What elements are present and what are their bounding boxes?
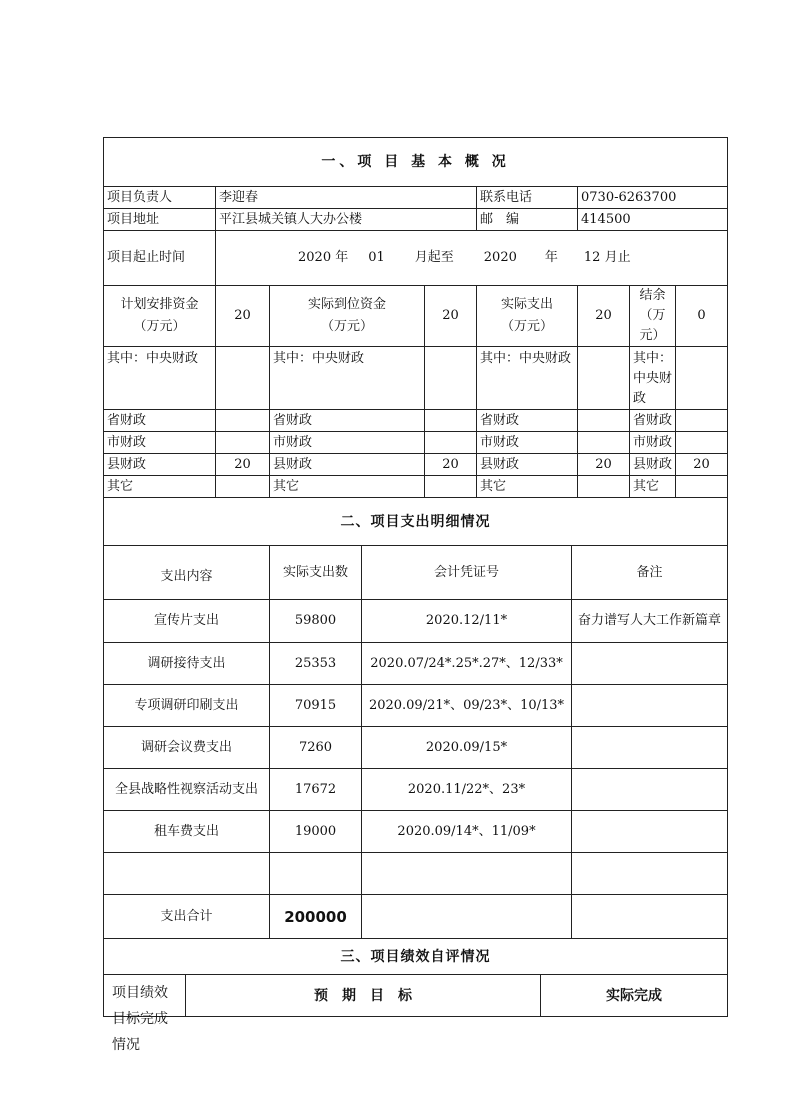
expense-amount: 17672 bbox=[270, 769, 362, 811]
fund-header-spent-line2: （万元） bbox=[500, 319, 553, 334]
evaluation-form bbox=[103, 137, 727, 1053]
county-finance-label-3: 县财政 bbox=[477, 454, 578, 476]
fund-header-received bbox=[270, 286, 425, 347]
period-start-month: 01 bbox=[368, 250, 385, 265]
expense-total-label: 支出合计 bbox=[104, 895, 270, 939]
address-label: 项目地址 bbox=[104, 209, 216, 231]
fund-header-planned-line1: 计划安排资金 bbox=[120, 297, 199, 312]
expense-total-note bbox=[572, 895, 728, 939]
table-row bbox=[104, 685, 728, 727]
other-finance-label-2: 其它 bbox=[270, 476, 425, 498]
expense-amount: 7260 bbox=[270, 727, 362, 769]
expense-amount: 25353 bbox=[270, 643, 362, 685]
fund-received-value: 20 bbox=[425, 286, 477, 347]
county-value-4: 20 bbox=[676, 454, 728, 476]
city-finance-label-3: 市财政 bbox=[477, 432, 578, 454]
table-row bbox=[104, 727, 728, 769]
expense-header-voucher: 会计凭证号 bbox=[362, 546, 572, 600]
table-row bbox=[104, 769, 728, 811]
expense-header-content: 支出内容 bbox=[104, 546, 270, 600]
county-finance-label-1: 县财政 bbox=[104, 454, 216, 476]
basic-info-table bbox=[103, 137, 728, 546]
central-finance-value-4 bbox=[676, 347, 728, 410]
other-finance-label-3: 其它 bbox=[477, 476, 578, 498]
empty-cell bbox=[572, 853, 728, 895]
expense-content: 全县战略性视察活动支出 bbox=[104, 769, 270, 811]
expense-note bbox=[572, 685, 728, 727]
phone-value: 0730-6263700 bbox=[578, 187, 728, 209]
fund-planned-value: 20 bbox=[216, 286, 270, 347]
expense-voucher: 2020.09/14*、11/09* bbox=[362, 811, 572, 853]
expense-amount: 70915 bbox=[270, 685, 362, 727]
county-finance-label-4: 县财政 bbox=[630, 454, 676, 476]
expense-note bbox=[572, 811, 728, 853]
expense-content: 专项调研印刷支出 bbox=[104, 685, 270, 727]
expense-voucher: 2020.09/21*、09/23*、10/13* bbox=[362, 685, 572, 727]
county-value-2: 20 bbox=[425, 454, 477, 476]
table-row bbox=[104, 811, 728, 853]
expense-note: 奋力谱写人大工作新篇章 bbox=[572, 600, 728, 643]
other-value-3 bbox=[578, 476, 630, 498]
city-value-3 bbox=[578, 432, 630, 454]
expense-note bbox=[572, 727, 728, 769]
expense-voucher: 2020.07/24*.25*.27*、12/33* bbox=[362, 643, 572, 685]
expense-amount: 59800 bbox=[270, 600, 362, 643]
performance-label: 项目绩效目标完成情况 bbox=[112, 985, 168, 1053]
empty-cell bbox=[270, 853, 362, 895]
leader-label: 项目负责人 bbox=[104, 187, 216, 209]
period-end-year-unit: 年 bbox=[544, 250, 558, 265]
expense-header-note: 备注 bbox=[572, 546, 728, 600]
period-end: 12 月止 bbox=[583, 250, 631, 265]
province-value-4 bbox=[676, 410, 728, 432]
section-1-title: 一、项 目 基 本 概 况 bbox=[104, 138, 728, 187]
expense-content: 调研会议费支出 bbox=[104, 727, 270, 769]
province-finance-label-4: 省财政 bbox=[630, 410, 676, 432]
expense-content: 宣传片支出 bbox=[104, 600, 270, 643]
expense-detail-table bbox=[103, 545, 728, 975]
other-value-2 bbox=[425, 476, 477, 498]
expense-amount: 19000 bbox=[270, 811, 362, 853]
fund-header-planned-line2: （万元） bbox=[133, 319, 186, 334]
address-value: 平江县城关镇人大办公楼 bbox=[216, 209, 477, 231]
phone-label: 联系电话 bbox=[477, 187, 578, 209]
fund-header-received-line1: 实际到位资金 bbox=[307, 297, 386, 312]
expense-content: 调研接待支出 bbox=[104, 643, 270, 685]
period-start-suffix: 月起至 bbox=[414, 250, 454, 265]
expense-voucher: 2020.12/11* bbox=[362, 600, 572, 643]
postcode-label: 邮 编 bbox=[477, 209, 578, 231]
expense-voucher: 2020.09/15* bbox=[362, 727, 572, 769]
other-value-1 bbox=[216, 476, 270, 498]
county-value-1: 20 bbox=[216, 454, 270, 476]
section-3-title: 三、项目绩效自评情况 bbox=[104, 939, 728, 975]
county-finance-label-2: 县财政 bbox=[270, 454, 425, 476]
leader-value: 李迎春 bbox=[216, 187, 477, 209]
province-value-3 bbox=[578, 410, 630, 432]
period-start-year: 2020 年 bbox=[298, 250, 349, 265]
fund-spent-value: 20 bbox=[578, 286, 630, 347]
fund-header-spent-line1: 实际支出 bbox=[500, 297, 553, 312]
city-value-1 bbox=[216, 432, 270, 454]
city-finance-label-2: 市财政 bbox=[270, 432, 425, 454]
fund-balance-value: 0 bbox=[676, 286, 728, 347]
city-value-4 bbox=[676, 432, 728, 454]
expense-content: 租车费支出 bbox=[104, 811, 270, 853]
other-finance-label-1: 其它 bbox=[104, 476, 216, 498]
expense-total-value: 200000 bbox=[270, 895, 362, 939]
expense-header-amount: 实际支出数 bbox=[270, 546, 362, 600]
central-finance-value-2 bbox=[425, 347, 477, 410]
expense-total-voucher bbox=[362, 895, 572, 939]
empty-row bbox=[104, 853, 728, 895]
central-finance-label-4: 其中：中央财政 bbox=[630, 347, 676, 410]
fund-header-received-line2: （万元） bbox=[320, 319, 373, 334]
other-value-4 bbox=[676, 476, 728, 498]
empty-cell bbox=[362, 853, 572, 895]
performance-table bbox=[103, 974, 728, 1053]
period-end-year: 2020 bbox=[483, 250, 517, 265]
central-finance-value-1 bbox=[216, 347, 270, 410]
province-value-1 bbox=[216, 410, 270, 432]
central-finance-label-3: 其中：中央财政 bbox=[477, 347, 578, 410]
performance-actual-header: 实际完成 bbox=[541, 975, 728, 1017]
expense-voucher: 2020.11/22*、23* bbox=[362, 769, 572, 811]
table-row bbox=[104, 600, 728, 643]
central-finance-label-2: 其中：中央财政 bbox=[270, 347, 425, 410]
period-label: 项目起止时间 bbox=[104, 231, 216, 286]
expense-note bbox=[572, 769, 728, 811]
expense-note bbox=[572, 643, 728, 685]
city-finance-label-1: 市财政 bbox=[104, 432, 216, 454]
empty-cell bbox=[104, 853, 270, 895]
central-finance-value-3 bbox=[578, 347, 630, 410]
province-value-2 bbox=[425, 410, 477, 432]
table-row bbox=[104, 643, 728, 685]
section-2-title: 二、项目支出明细情况 bbox=[104, 498, 728, 546]
county-value-3: 20 bbox=[578, 454, 630, 476]
province-finance-label-3: 省财政 bbox=[477, 410, 578, 432]
city-finance-label-4: 市财政 bbox=[630, 432, 676, 454]
other-finance-label-4: 其它 bbox=[630, 476, 676, 498]
performance-label-cell bbox=[104, 975, 186, 1053]
city-value-2 bbox=[425, 432, 477, 454]
central-finance-label-1: 其中：中央财政 bbox=[104, 347, 216, 410]
performance-target-header: 预 期 目 标 bbox=[186, 975, 541, 1017]
fund-header-balance: 结余（万元） bbox=[630, 286, 676, 347]
province-finance-label-2: 省财政 bbox=[270, 410, 425, 432]
period-value bbox=[216, 231, 728, 286]
fund-header-spent bbox=[477, 286, 578, 347]
fund-header-planned bbox=[104, 286, 216, 347]
postcode-value: 414500 bbox=[578, 209, 728, 231]
province-finance-label-1: 省财政 bbox=[104, 410, 216, 432]
